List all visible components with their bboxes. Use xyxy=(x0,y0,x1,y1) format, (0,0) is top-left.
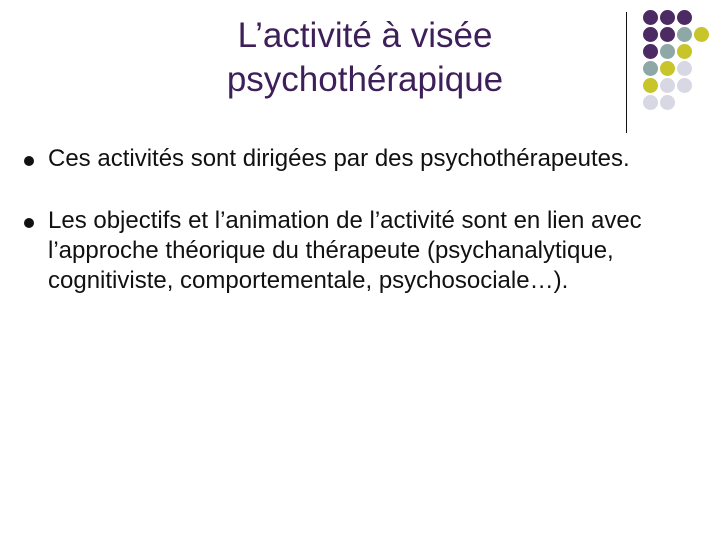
decorative-dot xyxy=(643,78,658,93)
decorative-dot xyxy=(660,95,675,110)
bullet-dot xyxy=(24,156,34,166)
decorative-dot xyxy=(677,44,692,59)
decorative-dot xyxy=(643,61,658,76)
decorative-dot xyxy=(677,61,692,76)
decorative-dot xyxy=(694,10,709,25)
decorative-dot xyxy=(694,61,709,76)
bullet-list xyxy=(24,144,704,328)
decorative-dot xyxy=(660,61,675,76)
bullet-item xyxy=(24,144,704,174)
bullet-text: Les objectifs et l’animation de l’activité sont en lien avec l’approche théorique du thérapeute (psychanalytique, cognitiviste, comportementale, psychosociale…). xyxy=(48,207,642,294)
decorative-dot xyxy=(677,95,692,110)
decorative-dot xyxy=(643,10,658,25)
bullet-item xyxy=(24,206,704,296)
slide-title: L’activité à visée psychothérapique xyxy=(226,16,504,99)
title-divider xyxy=(626,12,627,133)
decorative-dot xyxy=(677,27,692,42)
decorative-dot xyxy=(694,78,709,93)
bullet-text: Ces activités sont dirigées par des psychothérapeutes. xyxy=(48,145,630,172)
decorative-dot xyxy=(643,95,658,110)
decorative-dot xyxy=(660,10,675,25)
decorative-dot xyxy=(643,44,658,59)
decorative-dot-grid xyxy=(643,10,709,110)
decorative-dot xyxy=(660,78,675,93)
decorative-dot xyxy=(643,27,658,42)
decorative-dot xyxy=(677,10,692,25)
decorative-dot xyxy=(660,27,675,42)
bullet-dot xyxy=(24,218,34,228)
decorative-dot xyxy=(660,44,675,59)
decorative-dot xyxy=(694,95,709,110)
decorative-dot xyxy=(677,78,692,93)
decorative-dot xyxy=(694,44,709,59)
decorative-dot xyxy=(694,27,709,42)
